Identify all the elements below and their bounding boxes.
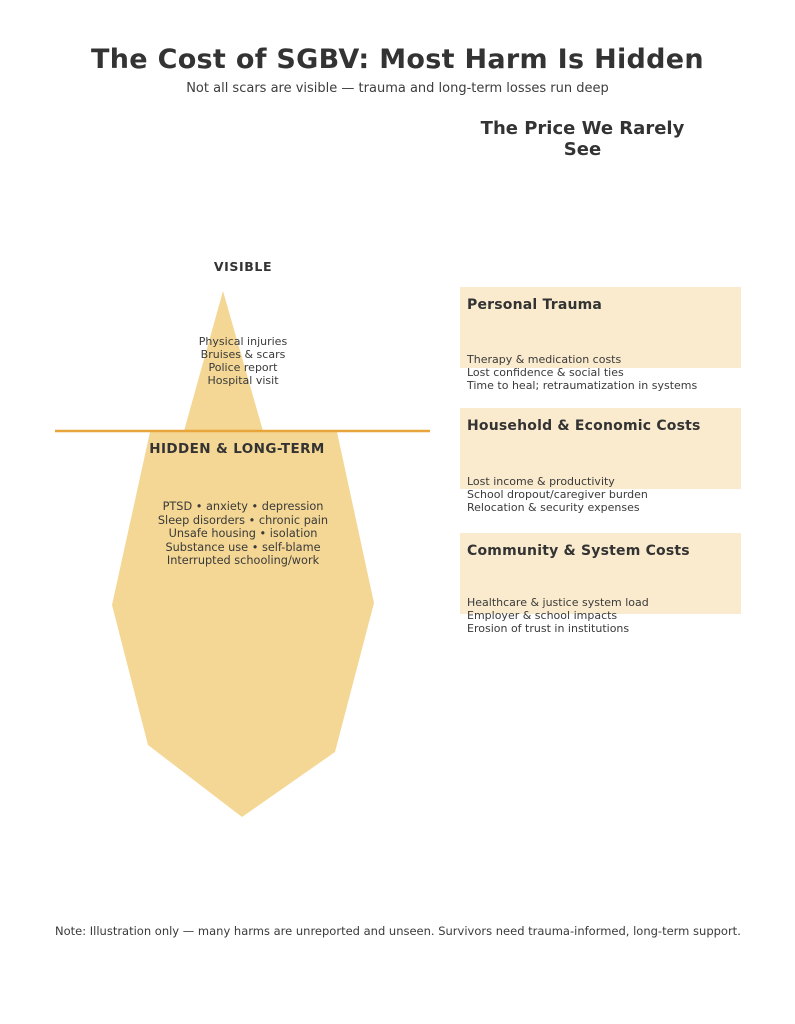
- hidden-section-label: HIDDEN & LONG-TERM: [149, 441, 325, 457]
- list-item: Hospital visit: [207, 374, 279, 387]
- list-item: Employer & school impacts: [467, 608, 618, 622]
- iceberg-hidden-shape: [112, 432, 374, 817]
- hidden-items-list: [113, 500, 373, 568]
- panel-title: Household & Economic Costs: [467, 418, 701, 434]
- list-item: Time to heal; retraumatization in systems: [467, 378, 698, 392]
- list-item: Lost income & productivity: [467, 475, 615, 488]
- list-item: Relocation & security expenses: [467, 500, 640, 514]
- list-item: Substance use • self-blame: [165, 540, 321, 554]
- list-item: Bruises & scars: [200, 348, 286, 361]
- list-item: Sleep disorders • chronic pain: [157, 513, 329, 527]
- list-item: School dropout/caregiver burden: [467, 487, 648, 501]
- visible-section-label: VISIBLE: [213, 259, 273, 274]
- list-item: Erosion of trust in institutions: [467, 621, 630, 635]
- panel-items-list: [467, 354, 767, 392]
- panel-household-economic-costs: [460, 408, 741, 514]
- page-title: The Cost of SGBV: Most Harm Is Hidden: [91, 44, 704, 75]
- panel-items-list: [467, 597, 767, 635]
- panel-community-system-costs: [460, 533, 741, 635]
- list-item: Police report: [208, 361, 278, 374]
- panel-title: Personal Trauma: [467, 297, 603, 313]
- list-item: Unsafe housing • isolation: [168, 527, 318, 540]
- list-item: Healthcare & justice system load: [467, 596, 649, 609]
- page-subtitle: Not all scars are visible — trauma and long-term losses run deep: [186, 81, 609, 96]
- visible-items-list: [143, 335, 343, 387]
- list-item: Physical injuries: [198, 335, 288, 348]
- right-column-heading: The Price We Rarely See: [480, 118, 685, 160]
- list-item: Interrupted schooling/work: [166, 554, 320, 567]
- panel-personal-trauma: [460, 287, 741, 392]
- panel-items-list: [467, 476, 767, 514]
- list-item: Therapy & medication costs: [467, 353, 622, 366]
- footer-note: Note: Illustration only — many harms are unreported and unseen. Survivors need trauma-informed, long-term support.: [55, 924, 741, 938]
- list-item: Lost confidence & social ties: [467, 365, 624, 379]
- panel-title: Community & System Costs: [467, 543, 690, 559]
- list-item: PTSD • anxiety • depression: [162, 500, 324, 513]
